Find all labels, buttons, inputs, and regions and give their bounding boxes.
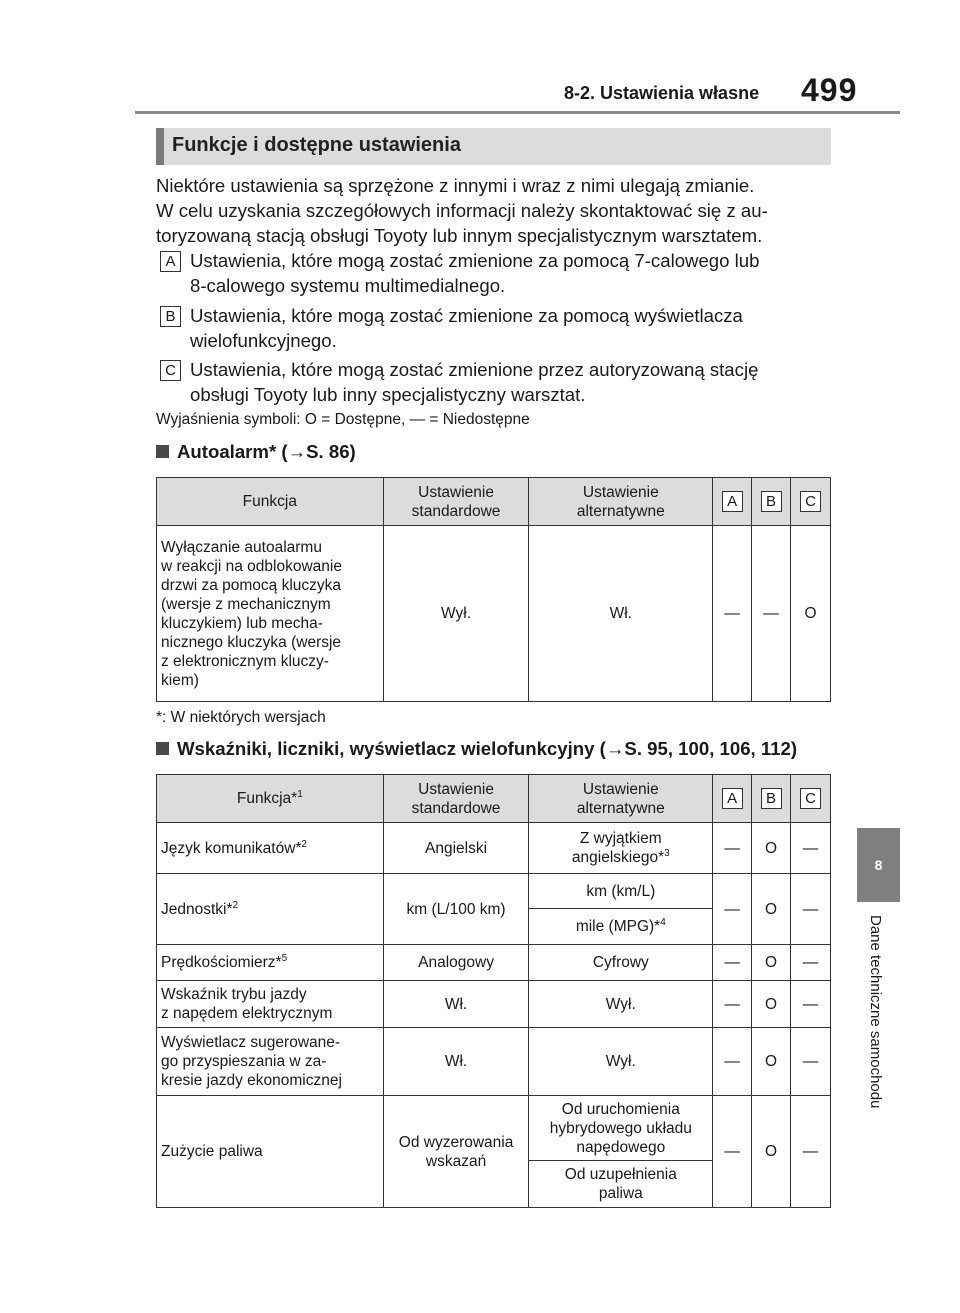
row-c: — bbox=[791, 823, 831, 874]
item-a-line: Ustawienia, które mogą zostać zmienione za pomocą 7-calowego lub bbox=[190, 250, 760, 271]
intro-line: Niektóre ustawienia są sprzężone z innymi i wraz z nimi ulegają zmianie. bbox=[156, 175, 755, 196]
item-a-line: 8-calowego systemu multimedialnego. bbox=[190, 275, 506, 296]
col-b: B bbox=[752, 478, 791, 526]
section2-title: Wskaźniki, liczniki, wyświetlacz wielofunkcyjny (→S. 95, 100, 106, 112) bbox=[177, 738, 798, 759]
item-b-line: Ustawienia, które mogą zostać zmienione za pomocą wyświetlacza bbox=[190, 305, 743, 326]
letter-box-a: A bbox=[160, 251, 181, 272]
col-b: B bbox=[752, 775, 791, 823]
item-c-line: obsługi Toyoty lub inny specjalistyczny warsztat. bbox=[190, 384, 586, 405]
row-a: — bbox=[713, 823, 752, 874]
row-alternative: Cyfrowy bbox=[529, 945, 713, 981]
row-standard: Angielski bbox=[383, 823, 529, 874]
row-b: O bbox=[752, 945, 791, 981]
row-function: Zużycie paliwa bbox=[157, 1096, 384, 1208]
row-a: — bbox=[713, 981, 752, 1028]
row-c: — bbox=[791, 874, 831, 945]
section1-heading bbox=[156, 441, 356, 463]
row-standard: Wł. bbox=[383, 1028, 529, 1096]
row-function: Wskaźnik trybu jazdy z napędem elektrycznym bbox=[157, 981, 384, 1028]
gauges-table bbox=[156, 774, 831, 1208]
chapter-side-label bbox=[862, 915, 890, 1155]
row-c: — bbox=[791, 981, 831, 1028]
intro-paragraph bbox=[156, 173, 836, 248]
table-row bbox=[157, 945, 831, 981]
row-function: Język komunikatów*$^2$ bbox=[157, 823, 384, 874]
row-function: Wyłączanie autoalarmu w reakcji na odblokowanie drzwi za pomocą kluczyka (wersje z mechanicznym kluczykiem) lub mecha- nicznego kluczyka (wersje z elektronicznym kluczy- kiem) bbox=[157, 526, 384, 702]
table-row bbox=[157, 526, 831, 702]
row-function: Prędkościomierz*$^5$ bbox=[157, 945, 384, 981]
section1-title: Autoalarm* (→S. 86) bbox=[177, 441, 356, 462]
row-b: O bbox=[752, 823, 791, 874]
main-heading: Funkcje i dostępne ustawienia bbox=[172, 134, 461, 156]
square-bullet-icon bbox=[156, 445, 169, 458]
row-alternative: Z wyjątkiem angielskiego*$^3$ bbox=[529, 823, 713, 874]
row-standard: km (L/100 km) bbox=[383, 874, 529, 945]
col-funkcja: Funkcja bbox=[157, 478, 384, 526]
row-b: O bbox=[752, 1096, 791, 1208]
letter-box-b: B bbox=[160, 306, 181, 327]
row-a: — bbox=[713, 874, 752, 945]
col-a: A bbox=[713, 775, 752, 823]
table-row bbox=[157, 823, 831, 874]
chapter-tab: 8 bbox=[857, 828, 900, 902]
table-header-row bbox=[157, 775, 831, 823]
item-b-line: wielofunkcyjnego. bbox=[190, 330, 337, 351]
col-standard: Ustawienie standardowe bbox=[383, 478, 529, 526]
intro-line: toryzowaną stacją obsługi Toyoty lub innym specjalistycznym warsztatem. bbox=[156, 225, 763, 246]
row-a: — bbox=[713, 945, 752, 981]
heading-accent bbox=[156, 128, 164, 165]
running-section-title: 8-2. Ustawienia własne bbox=[564, 83, 760, 103]
col-standard: Ustawienie standardowe bbox=[383, 775, 529, 823]
row-alternative: Wł. bbox=[529, 526, 713, 702]
row-c: O bbox=[791, 526, 831, 702]
row-standard: Od wyzerowania wskazań bbox=[383, 1096, 529, 1208]
header-divider bbox=[135, 111, 900, 114]
col-c: C bbox=[791, 775, 831, 823]
row-alternative: Od uzupełnienia paliwa bbox=[529, 1161, 713, 1208]
page-number: 499 bbox=[801, 72, 858, 108]
col-a: A bbox=[713, 478, 752, 526]
table-row bbox=[157, 874, 831, 909]
row-alternative: Od uruchomienia hybrydowego układu napędowego bbox=[529, 1096, 713, 1161]
row-c: — bbox=[791, 945, 831, 981]
square-bullet-icon bbox=[156, 742, 169, 755]
row-b: — bbox=[752, 526, 791, 702]
row-a: — bbox=[713, 1096, 752, 1208]
table-row bbox=[157, 1096, 831, 1161]
symbol-legend: Wyjaśnienia symboli: O = Dostępne, — = Niedostępne bbox=[156, 411, 530, 428]
row-a: — bbox=[713, 1028, 752, 1096]
row-alternative: Wył. bbox=[529, 1028, 713, 1096]
row-c: — bbox=[791, 1096, 831, 1208]
row-a: — bbox=[713, 526, 752, 702]
autoalarm-table bbox=[156, 477, 831, 702]
row-b: O bbox=[752, 1028, 791, 1096]
table-header-row bbox=[157, 478, 831, 526]
row-c: — bbox=[791, 1028, 831, 1096]
row-alternative: km (km/L) bbox=[529, 874, 713, 909]
letter-box-c: C bbox=[160, 360, 181, 381]
col-funkcja: Funkcja*$^1$ bbox=[157, 775, 384, 823]
row-standard: Analogowy bbox=[383, 945, 529, 981]
col-alternative: Ustawienie alternatywne bbox=[529, 775, 713, 823]
row-b: O bbox=[752, 981, 791, 1028]
main-heading-bar bbox=[156, 128, 831, 165]
row-b: O bbox=[752, 874, 791, 945]
section2-heading bbox=[156, 738, 797, 760]
table-row bbox=[157, 981, 831, 1028]
chapter-side-label-text: Dane techniczne samochodu bbox=[867, 915, 884, 1109]
intro-line: W celu uzyskania szczegółowych informacji należy skontaktować się z au- bbox=[156, 200, 768, 221]
row-alternative: Wył. bbox=[529, 981, 713, 1028]
table-row bbox=[157, 1028, 831, 1096]
row-standard: Wył. bbox=[383, 526, 529, 702]
row-function: Jednostki*$^2$ bbox=[157, 874, 384, 945]
col-alternative: Ustawienie alternatywne bbox=[529, 478, 713, 526]
footnote: *: W niektórych wersjach bbox=[156, 709, 326, 726]
row-alternative: mile (MPG)*$^4$ bbox=[529, 909, 713, 945]
row-standard: Wł. bbox=[383, 981, 529, 1028]
item-c-line: Ustawienia, które mogą zostać zmienione przez autoryzowaną stację bbox=[190, 359, 759, 380]
row-function: Wyświetlacz sugerowane- go przyspieszania w za- kresie jazdy ekonomicznej bbox=[157, 1028, 384, 1096]
col-c: C bbox=[791, 478, 831, 526]
